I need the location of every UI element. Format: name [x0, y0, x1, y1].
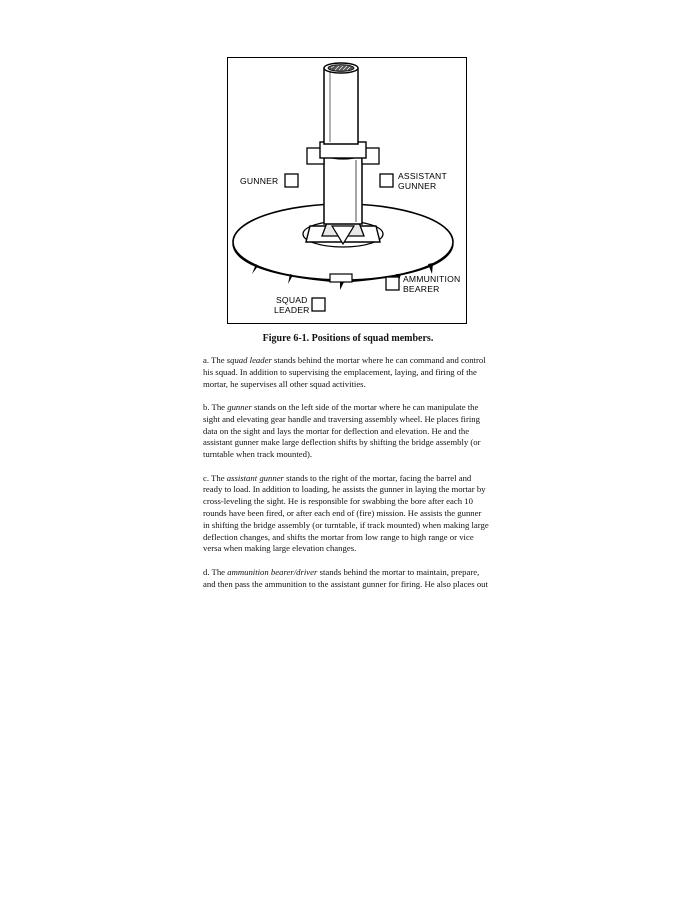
paragraph-b-line4: assistant gunner make large deflection shifts by shifting the bridge assembly (or — [203, 437, 481, 448]
paragraph-c-line5: in shifting the bridge assembly (or turntable, if track mounted) when making large — [203, 519, 489, 530]
paragraph-a-line2: his squad. In addition to supervising the emplacement, laying, and firing of the — [203, 366, 477, 377]
body-text — [203, 355, 533, 602]
term-gunner: gunner — [227, 401, 252, 412]
paragraph-a-line1: a. The squad leader stands behind the mortar where he can command and control — [203, 355, 486, 365]
ammunition-bearer-position-box — [386, 277, 399, 290]
paragraph-b-line2: sight and elevating gear handle and traversing assembly wheel. He places firing — [203, 413, 480, 424]
mortar-illustration — [228, 58, 468, 325]
ammunition-bearer-label-line1: AMMUNITION — [403, 274, 461, 284]
assistant-gunner-position-box — [380, 174, 393, 187]
paragraph-c-line7: versa when making large elevation changes. — [203, 543, 357, 554]
paragraph-c-line4: rounds have been fired, or after each end of (fire) mission. He assists the gunner — [203, 507, 482, 518]
ammunition-bearer-label-line2: BEARER — [403, 284, 440, 294]
figure-caption: Figure 6-1. Positions of squad members. — [262, 333, 434, 344]
squad-leader-label-line1: SQUAD — [276, 295, 308, 305]
paragraph-c-line6: deflection changes, and shifts the mortar from low range to high range or vice — [203, 531, 474, 542]
assistant-gunner-label-line1: ASSISTANT — [398, 171, 447, 181]
figure-frame — [227, 57, 467, 324]
term-squad-leader: squad leader — [226, 355, 272, 365]
squad-leader-label-line2: LEADER — [274, 305, 310, 315]
term-assistant-gunner: assistant gunner — [226, 472, 284, 483]
squad-leader-position-box — [312, 298, 325, 311]
gunner-position-box — [285, 174, 298, 187]
paragraph-c-line1: c. The assistant gunner stands to the right of the mortar, facing the barrel and — [203, 472, 472, 483]
gunner-label: GUNNER — [240, 176, 279, 186]
paragraph-d-line2: and then pass the ammunition to the assistant gunner for firing. He also places out — [203, 578, 488, 589]
paragraph-a-line3: mortar, he supervises all other squad activities. — [203, 378, 366, 389]
paragraph-d-line1: d. The ammunition bearer/driver stands behind the mortar to maintain, prepare, — [203, 566, 480, 577]
paragraph-d — [203, 567, 533, 591]
paragraph-b — [203, 402, 533, 461]
assistant-gunner-label-line2: GUNNER — [398, 181, 437, 191]
paragraph-b-line5: turntable when track mounted). — [203, 449, 313, 460]
paragraph-c-line3: cross-leveling the sight. He is responsible for swabbing the bore after each 10 — [203, 496, 473, 507]
term-ammunition-bearer-driver: ammunition bearer/driver — [227, 566, 318, 577]
paragraph-c — [203, 473, 533, 556]
paragraph-b-line1: b. The gunner stands on the left side of the mortar where he can manipulate the — [203, 401, 479, 412]
paragraph-b-line3: data on the sight and lays the mortar for deflection and elevation. He and the — [203, 425, 470, 436]
paragraph-a — [203, 355, 533, 390]
paragraph-c-line2: ready to load. In addition to loading, he assists the gunner in laying the mortar by — [203, 484, 486, 495]
